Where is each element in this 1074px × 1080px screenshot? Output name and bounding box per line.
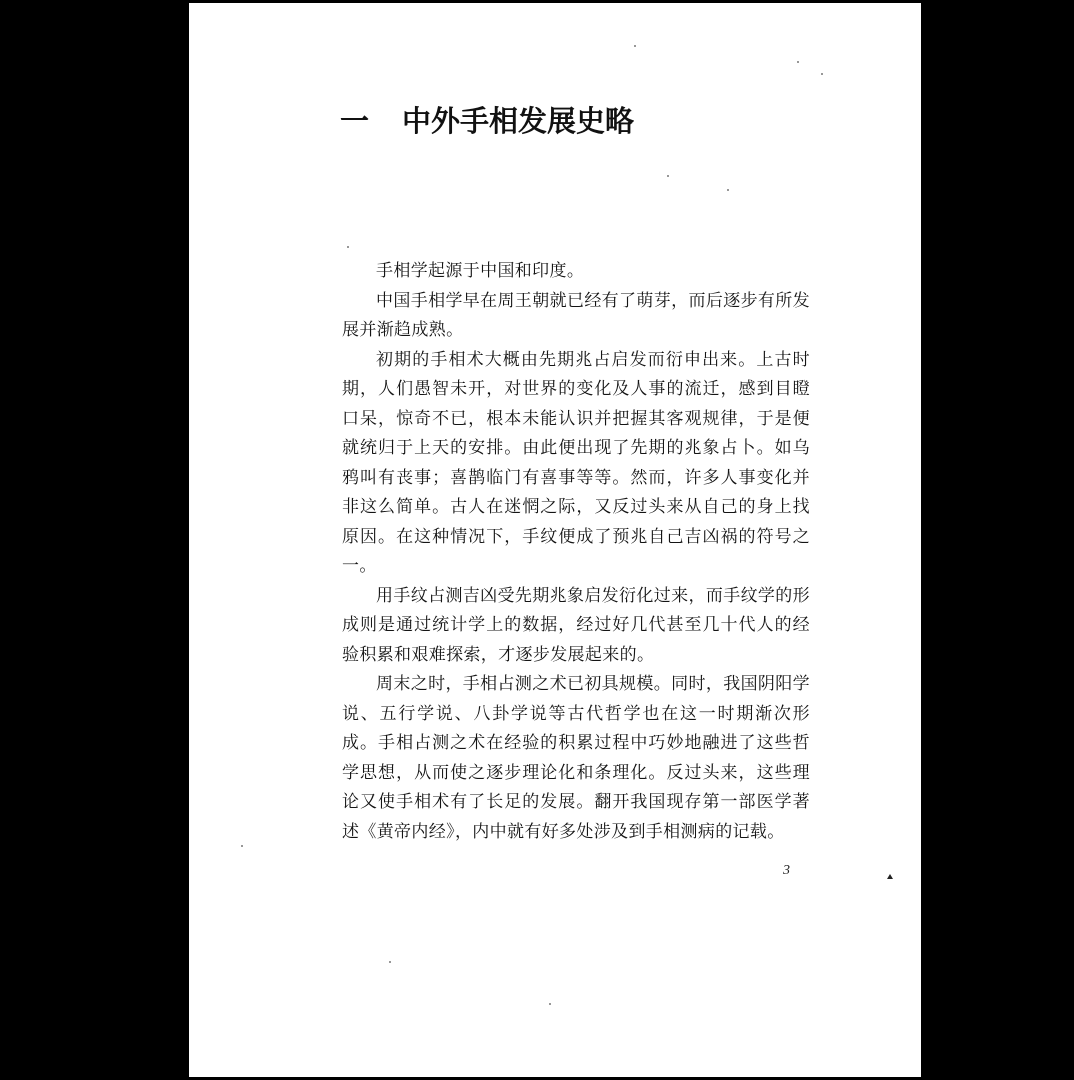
scan-speck [667, 175, 669, 177]
scan-mark [887, 874, 893, 879]
body-text [342, 257, 810, 847]
paragraph: 周末之时，手相占测之术已初具规模。同时，我国阴阳学说、五行学说、八卦学说等古代哲学也在这一时期渐次形成。手相占测之术在经验的积累过程中巧妙地融进了这些哲学思想，从而使之逐步理论化和条理化。反过头来，这些理论又使手相术有了长足的发展。翻开我国现存第一部医学著述《黄帝内经》，内中就有好多处涉及到手相测病的记载。 [342, 674, 810, 842]
scan-speck [797, 61, 799, 63]
page-number: 3 [783, 863, 790, 878]
chapter-title: 中外手相发展史略 [402, 104, 635, 138]
paragraph: 初期的手相术大概由先期兆占启发而衍申出来。上古时期，人们愚智未开，对世界的变化及人事的流迁，感到目瞪口呆，惊奇不已，根本未能认识并把握其客观规律，于是便就统归于上天的安排。由此便出现了先期的兆象占卜。如乌鸦叫有丧事；喜鹊临门有喜事等等。然而，许多人事变化并非这么简单。古人在迷惘之际，又反过头来从自己的身上找原因。在这种情况下，手纹便成了预兆自己吉凶祸的符号之一。 [342, 349, 810, 576]
scan-speck [347, 246, 349, 248]
scan-speck [727, 189, 729, 191]
scan-speck [389, 961, 391, 963]
chapter-number: 一 [340, 104, 370, 138]
paragraph: 手相学起源于中国和印度。 [376, 261, 585, 281]
paragraph: 用手纹占测吉凶受先期兆象启发衍化过来，而手纹学的形成则是通过统计学上的数据，经过好几代甚至几十代人的经验积累和艰难探索，才逐步发展起来的。 [342, 585, 810, 665]
chapter-heading [340, 99, 634, 140]
scan-speck [241, 845, 243, 847]
paragraph: 中国手相学早在周王朝就已经有了萌芽，而后逐步有所发展并渐趋成熟。 [342, 290, 810, 340]
scan-speck [634, 45, 636, 47]
scan-speck [549, 1003, 551, 1005]
book-page [189, 3, 921, 1077]
scan-speck [821, 73, 823, 75]
